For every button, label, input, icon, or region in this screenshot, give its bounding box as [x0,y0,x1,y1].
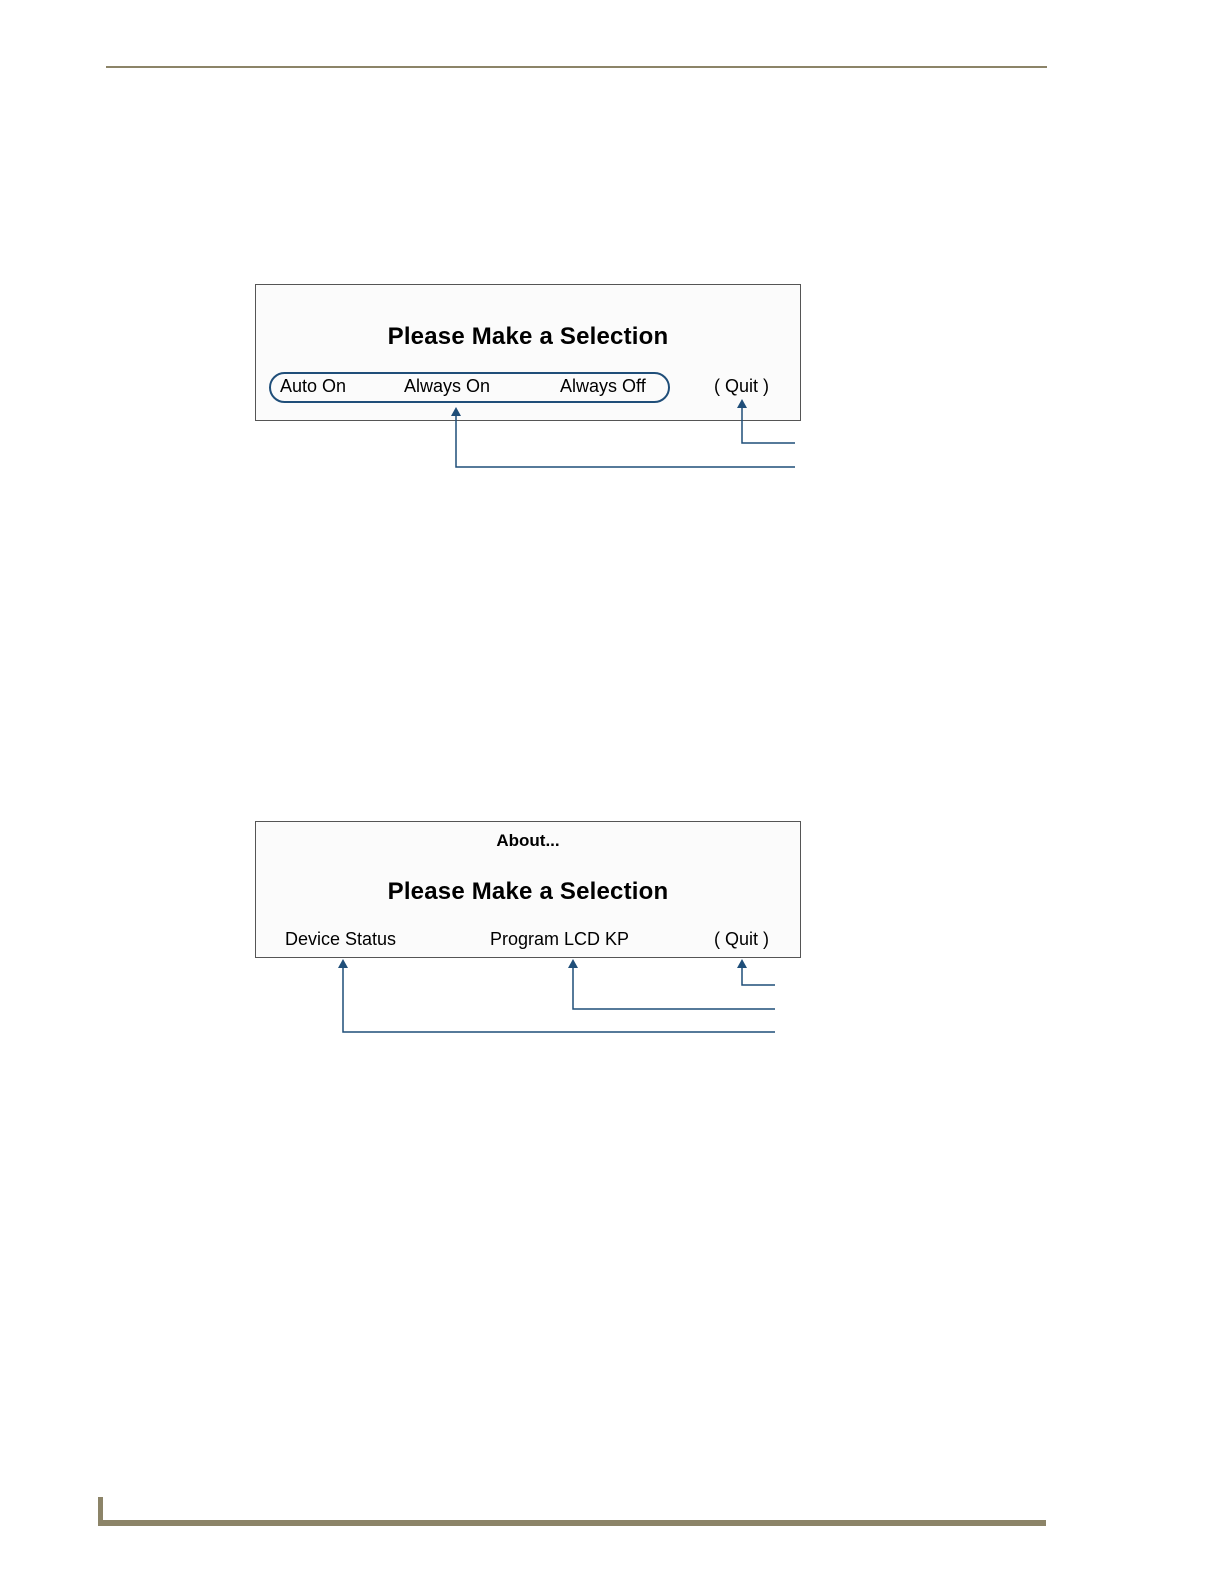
lcd-title: Please Make a Selection [387,878,669,905]
option-auto-on[interactable]: Auto On [280,376,347,396]
option-program-lcd-kp[interactable]: Program LCD KP [490,929,630,949]
quit-button[interactable]: ( Quit ) [714,376,770,396]
option-device-status[interactable]: Device Status [285,929,397,949]
footer-rule [98,1520,1046,1526]
lcd-screen-lighting-mode [255,284,801,421]
quit-button[interactable]: ( Quit ) [714,929,770,949]
callout-line-program-lcd [573,967,775,1009]
lcd-title: Please Make a Selection [387,323,669,350]
callout-line-device-status [343,967,775,1032]
arrowhead-icon [338,959,348,968]
arrowhead-icon [568,959,578,968]
lcd-screen-about [255,821,801,958]
about-header[interactable]: About... [496,831,560,850]
callout-line-always-on [456,415,795,467]
arrowhead-icon [737,959,747,968]
callout-line-quit-2 [742,967,775,985]
header-rule [106,66,1047,68]
option-always-off[interactable]: Always Off [560,376,646,396]
option-always-on[interactable]: Always On [404,376,491,396]
